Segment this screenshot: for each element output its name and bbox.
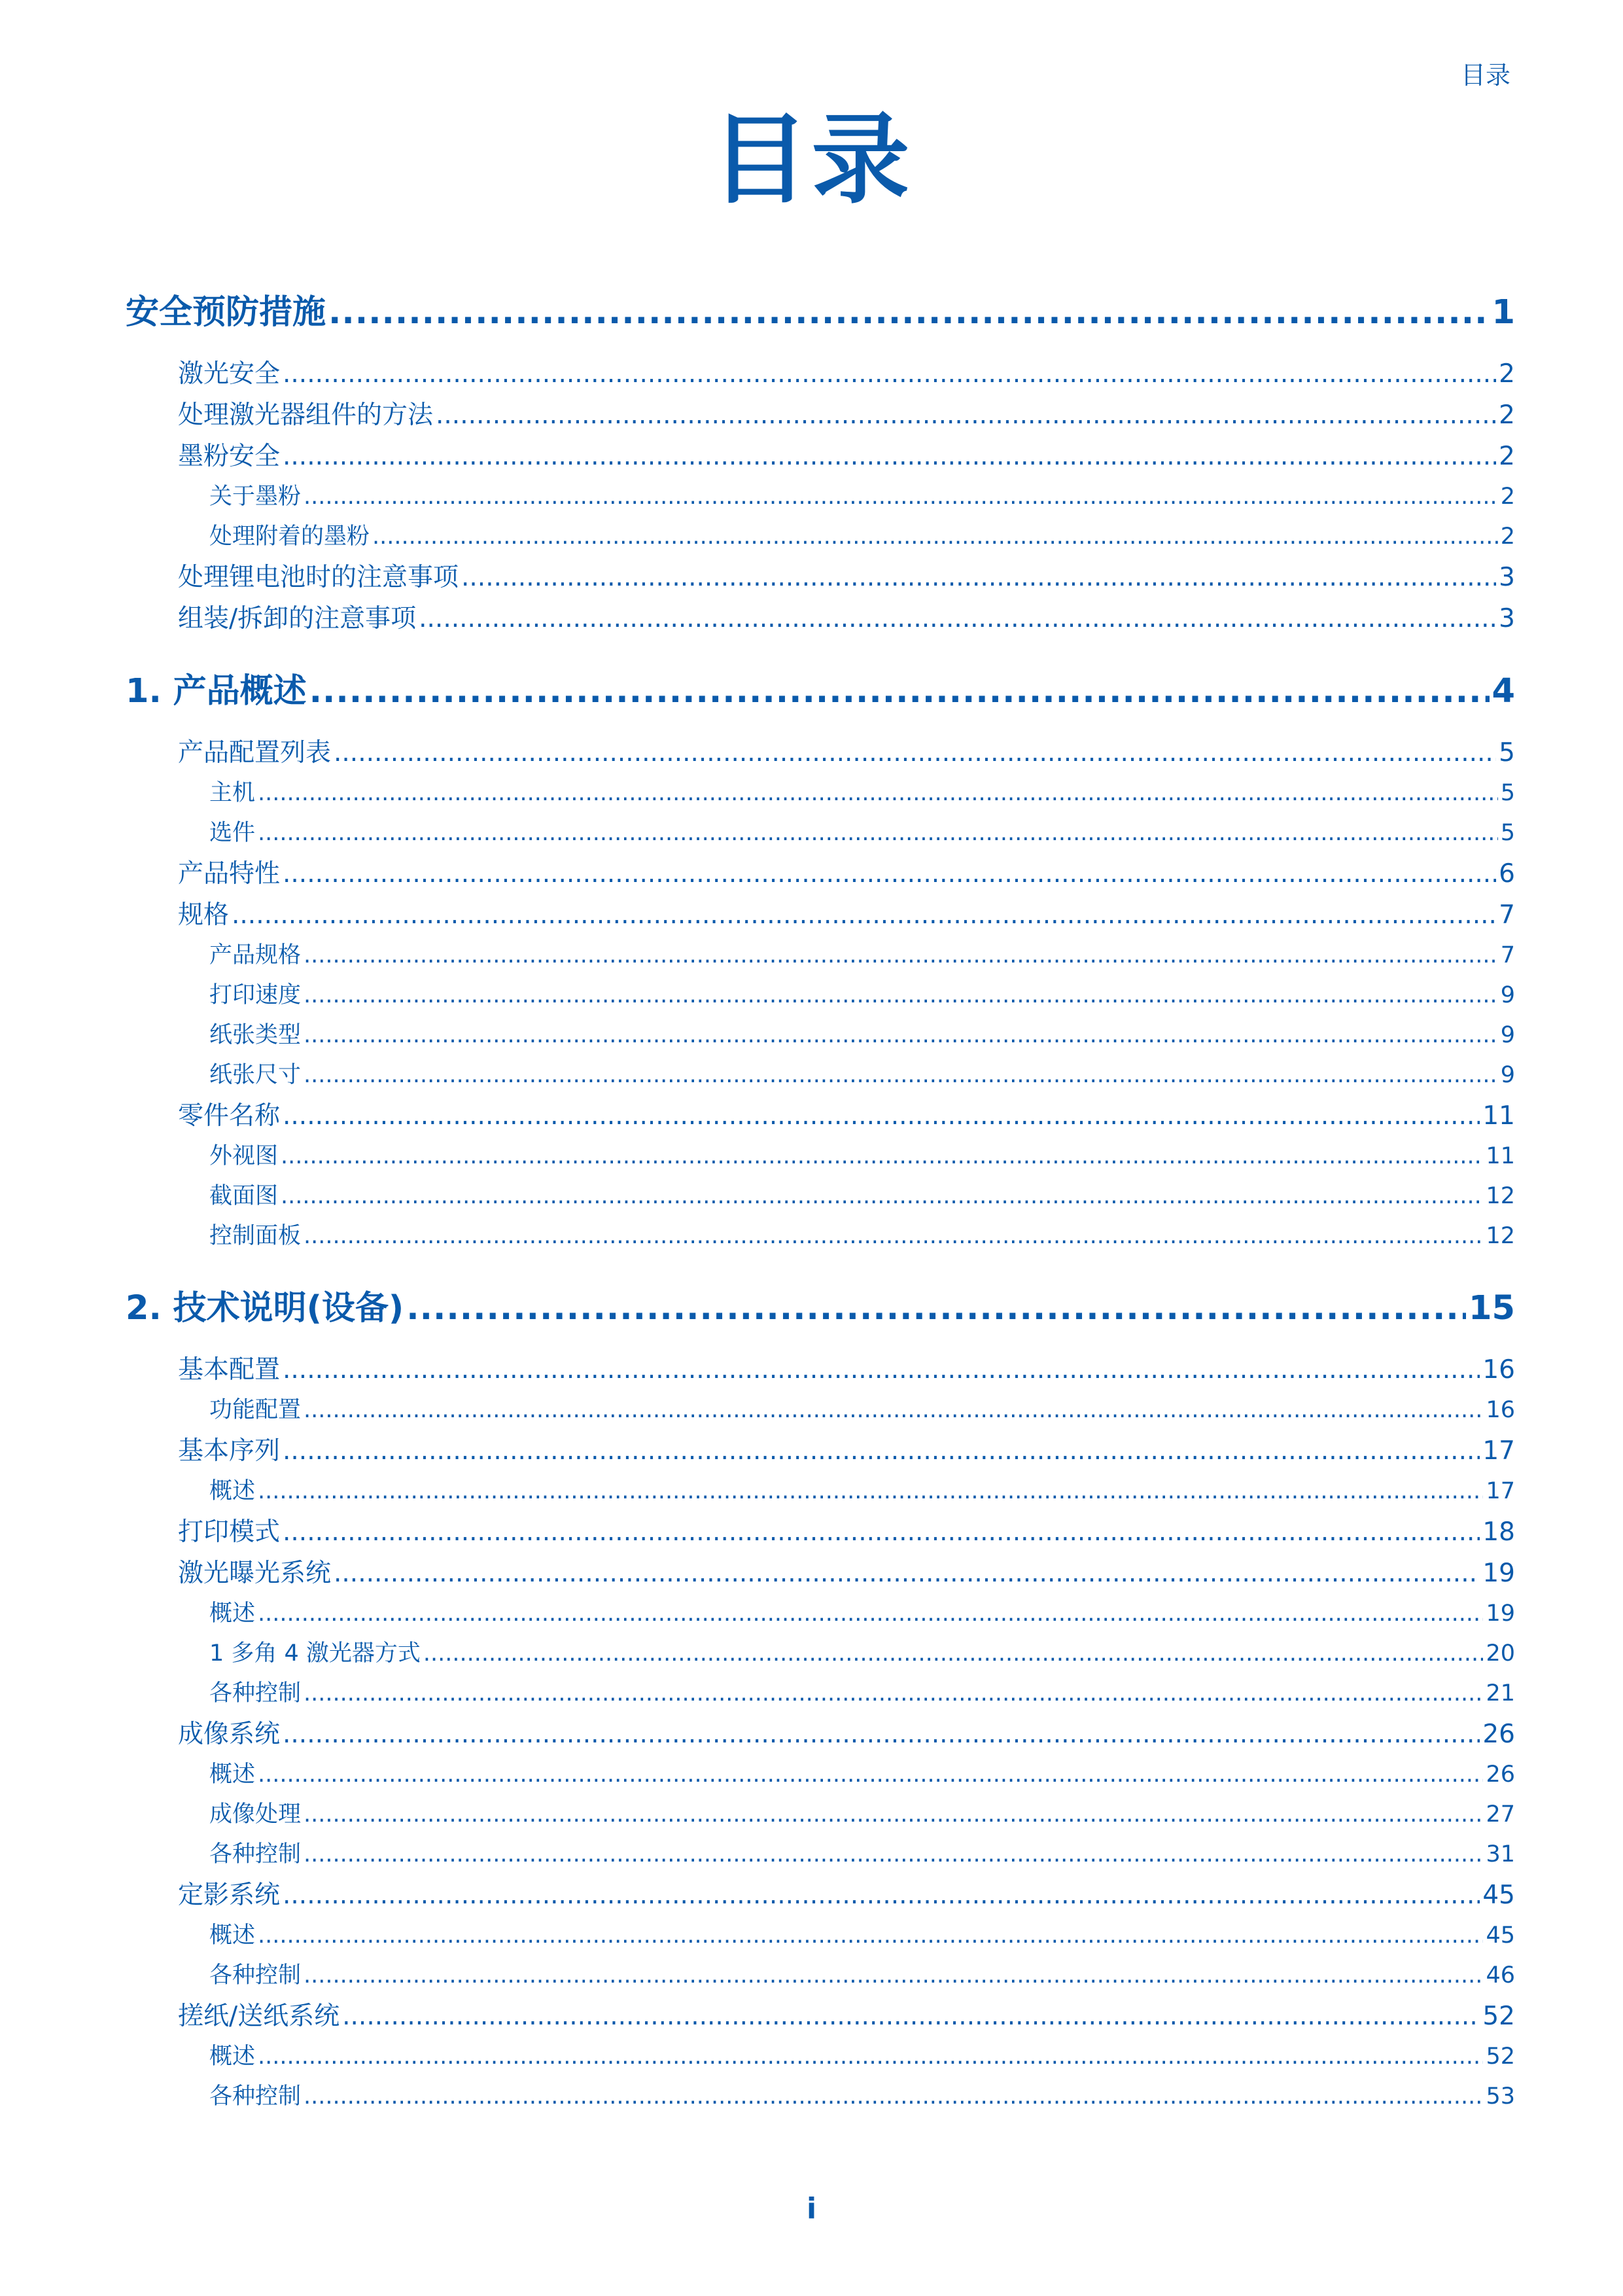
toc-entry-level-3[interactable] — [126, 1594, 1515, 1634]
toc-entry-page: 5 — [1500, 780, 1515, 806]
toc-entry-page: 2 — [1500, 523, 1515, 550]
toc-entry-level-2[interactable] — [126, 1095, 1515, 1137]
toc-entry-page: 11 — [1486, 1143, 1515, 1169]
toc-entry-page: 3 — [1499, 563, 1515, 592]
toc-entry-title: 各种控制 — [209, 1841, 302, 1867]
toc-entry-level-2[interactable] — [126, 1714, 1515, 1755]
toc-entry-level-3[interactable] — [126, 517, 1515, 557]
toc-entry-page: 5 — [1499, 738, 1515, 768]
toc-entry-level-3[interactable] — [126, 813, 1515, 853]
dot-leader — [283, 1875, 1480, 1916]
dot-leader — [461, 557, 1496, 598]
dot-leader — [258, 2037, 1483, 2077]
dot-leader — [304, 1216, 1483, 1256]
toc-entry-page: 4 — [1492, 672, 1515, 711]
toc-entry-level-3[interactable] — [126, 1176, 1515, 1216]
toc-entry-level-3[interactable] — [126, 936, 1515, 976]
toc-entry-page: 18 — [1482, 1517, 1515, 1547]
toc-entry-page: 12 — [1486, 1183, 1515, 1209]
toc-entry-title: 组装/拆卸的注意事项 — [178, 604, 417, 633]
toc-entry-level-3[interactable] — [126, 1472, 1515, 1511]
dot-leader — [258, 1755, 1483, 1795]
dot-leader — [342, 1996, 1480, 2037]
running-header: 目录 — [1460, 61, 1510, 90]
toc-entry-page: 45 — [1486, 1922, 1515, 1949]
dot-leader — [304, 1674, 1483, 1714]
dot-leader — [334, 732, 1496, 773]
toc-entry-level-2[interactable] — [126, 1349, 1515, 1390]
toc-entry-page: 3 — [1499, 604, 1515, 633]
toc-entry-level-2[interactable] — [126, 894, 1515, 936]
toc-entry-title: 概述 — [209, 1600, 256, 1627]
toc-entry-page: 12 — [1486, 1223, 1515, 1249]
toc-entry-level-3[interactable] — [126, 1634, 1515, 1674]
toc-entry-level-2[interactable] — [126, 436, 1515, 477]
toc-entry-level-2[interactable] — [126, 353, 1515, 395]
toc-entry-level-3[interactable] — [126, 1674, 1515, 1714]
toc-entry-level-3[interactable] — [126, 2077, 1515, 2117]
toc-entry-title: 纸张类型 — [209, 1022, 302, 1048]
toc-entry-title: 处理附着的墨粉 — [209, 523, 370, 550]
toc-entry-page: 26 — [1486, 1761, 1515, 1788]
toc-entry-page: 9 — [1500, 1022, 1515, 1048]
toc-entry-title: 成像处理 — [209, 1801, 302, 1828]
dot-leader — [304, 1795, 1483, 1835]
toc-entry-page: 9 — [1500, 1062, 1515, 1088]
toc-entry-title: 关于墨粉 — [209, 484, 302, 510]
page-number: i — [806, 2192, 817, 2225]
dot-leader — [436, 395, 1496, 436]
toc-entry-page: 7 — [1500, 942, 1515, 968]
toc-entry-level-3[interactable] — [126, 1216, 1515, 1256]
toc-entry-level-2[interactable] — [126, 1875, 1515, 1916]
dot-leader — [304, 1835, 1483, 1875]
toc-entry-title: 概述 — [209, 2043, 256, 2070]
dot-leader — [258, 1472, 1483, 1511]
dot-leader — [423, 1634, 1484, 1674]
toc-entry-level-2[interactable] — [126, 1511, 1515, 1553]
toc-entry-level-3[interactable] — [126, 1916, 1515, 1956]
toc-entry-title: 成像系统 — [178, 1720, 281, 1749]
toc-entry-page: 27 — [1486, 1801, 1515, 1828]
dot-leader — [258, 813, 1498, 853]
dot-leader — [283, 436, 1496, 477]
toc-entry-level-2[interactable] — [126, 1996, 1515, 2037]
toc-entry-title: 控制面板 — [209, 1223, 302, 1249]
dot-leader — [258, 1916, 1483, 1956]
toc-entry-title: 产品配置列表 — [178, 738, 332, 768]
dot-leader — [304, 1055, 1498, 1095]
toc-entry-level-3[interactable] — [126, 1137, 1515, 1176]
toc-entry-level-2[interactable] — [126, 557, 1515, 598]
dot-leader — [281, 1137, 1483, 1176]
page-title: 目录 — [710, 103, 913, 217]
toc-entry-page: 26 — [1482, 1720, 1515, 1749]
toc-entry-page: 53 — [1486, 2083, 1515, 2110]
toc-entry-page: 2 — [1499, 442, 1515, 471]
toc-entry-title: 激光曝光系统 — [178, 1559, 332, 1588]
toc-entry-page: 17 — [1486, 1478, 1515, 1504]
toc-entry-title: 产品特性 — [178, 859, 281, 889]
toc-entry-page: 16 — [1486, 1397, 1515, 1423]
dot-leader — [283, 1714, 1480, 1755]
dot-leader — [258, 773, 1498, 813]
table-of-contents — [126, 275, 1515, 2117]
toc-entry-title: 基本配置 — [178, 1355, 281, 1385]
toc-entry-page: 17 — [1482, 1436, 1515, 1466]
toc-entry-level-3[interactable] — [126, 773, 1515, 813]
toc-entry-page: 52 — [1482, 2002, 1515, 2031]
toc-entry-title: 1 多角 4 激光器方式 — [209, 1640, 421, 1667]
dot-leader — [281, 1176, 1483, 1216]
toc-entry-level-2[interactable] — [126, 598, 1515, 639]
dot-leader — [304, 1390, 1483, 1430]
toc-entry-page: 46 — [1486, 1962, 1515, 1988]
toc-entry-page: 9 — [1500, 982, 1515, 1008]
toc-entry-level-2[interactable] — [126, 853, 1515, 894]
dot-leader — [304, 1016, 1498, 1055]
toc-entry-level-3[interactable] — [126, 477, 1515, 517]
toc-entry-title: 产品规格 — [209, 942, 302, 968]
toc-entry-title: 定影系统 — [178, 1881, 281, 1910]
toc-entry-page: 31 — [1486, 1841, 1515, 1867]
toc-entry-level-3[interactable] — [126, 1055, 1515, 1095]
toc-entry-page: 2 — [1499, 359, 1515, 389]
toc-entry-page: 7 — [1499, 900, 1515, 930]
dot-leader — [304, 2077, 1483, 2117]
dot-leader — [304, 1956, 1483, 1996]
toc-entry-title: 搓纸/送纸系统 — [178, 2002, 340, 2031]
toc-entry-level-3[interactable] — [126, 1956, 1515, 1996]
toc-entry-title: 1. 产品概述 — [126, 672, 307, 711]
toc-entry-title: 概述 — [209, 1922, 256, 1949]
toc-entry-title: 各种控制 — [209, 1680, 302, 1706]
toc-entry-title: 基本序列 — [178, 1436, 281, 1466]
toc-entry-page: 21 — [1486, 1680, 1515, 1706]
toc-entry-page: 11 — [1482, 1101, 1515, 1131]
toc-entry-page: 5 — [1500, 820, 1515, 846]
toc-entry-level-3[interactable] — [126, 1016, 1515, 1055]
toc-entry-level-1[interactable] — [126, 654, 1515, 730]
toc-entry-page: 15 — [1469, 1289, 1515, 1328]
toc-entry-level-2[interactable] — [126, 732, 1515, 773]
toc-entry-title: 处理锂电池时的注意事项 — [178, 563, 459, 592]
toc-entry-title: 打印速度 — [209, 982, 302, 1008]
toc-entry-title: 各种控制 — [209, 1962, 302, 1988]
dot-leader — [406, 1271, 1466, 1347]
toc-entry-title: 安全预防措施 — [126, 293, 326, 332]
toc-entry-title: 各种控制 — [209, 2083, 302, 2110]
dot-leader — [283, 1430, 1480, 1472]
toc-entry-level-2[interactable] — [126, 1430, 1515, 1472]
toc-entry-level-1[interactable] — [126, 1271, 1515, 1347]
toc-entry-page: 1 — [1492, 293, 1515, 332]
toc-entry-title: 概述 — [209, 1478, 256, 1504]
toc-entry-page: 2 — [1499, 400, 1515, 430]
toc-entry-level-3[interactable] — [126, 1795, 1515, 1835]
dot-leader — [258, 1594, 1483, 1634]
toc-entry-title: 纸张尺寸 — [209, 1062, 302, 1088]
toc-entry-title: 处理激光器组件的方法 — [178, 400, 434, 430]
toc-entry-level-3[interactable] — [126, 2037, 1515, 2077]
toc-entry-page: 16 — [1482, 1355, 1515, 1385]
toc-entry-title: 外视图 — [209, 1143, 279, 1169]
dot-leader — [304, 936, 1498, 976]
toc-entry-level-1[interactable] — [126, 275, 1515, 351]
toc-entry-page: 20 — [1486, 1640, 1515, 1667]
toc-entry-page: 19 — [1486, 1600, 1515, 1627]
dot-leader — [372, 517, 1498, 557]
toc-entry-title: 2. 技术说明(设备) — [126, 1289, 404, 1328]
toc-entry-title: 墨粉安全 — [178, 442, 281, 471]
dot-leader — [309, 654, 1490, 730]
toc-entry-page: 19 — [1482, 1559, 1515, 1588]
toc-entry-page: 6 — [1499, 859, 1515, 889]
dot-leader — [283, 853, 1496, 894]
dot-leader — [232, 894, 1496, 936]
dot-leader — [328, 275, 1489, 351]
toc-entry-level-3[interactable] — [126, 1755, 1515, 1795]
toc-entry-page: 45 — [1482, 1881, 1515, 1910]
dot-leader — [283, 1511, 1480, 1553]
toc-entry-level-3[interactable] — [126, 1835, 1515, 1875]
dot-leader — [334, 1553, 1480, 1594]
dot-leader — [283, 1095, 1480, 1137]
toc-entry-title: 功能配置 — [209, 1397, 302, 1423]
dot-leader — [419, 598, 1496, 639]
toc-entry-level-3[interactable] — [126, 1390, 1515, 1430]
dot-leader — [283, 353, 1496, 395]
toc-entry-level-2[interactable] — [126, 395, 1515, 436]
toc-entry-page: 52 — [1486, 2043, 1515, 2070]
toc-entry-page: 2 — [1500, 484, 1515, 510]
toc-entry-title: 激光安全 — [178, 359, 281, 389]
toc-entry-title: 规格 — [178, 900, 230, 930]
dot-leader — [304, 976, 1498, 1016]
toc-entry-title: 零件名称 — [178, 1101, 281, 1131]
dot-leader — [283, 1349, 1480, 1390]
dot-leader — [304, 477, 1498, 517]
toc-entry-title: 选件 — [209, 820, 256, 846]
toc-entry-level-2[interactable] — [126, 1553, 1515, 1594]
toc-entry-title: 打印模式 — [178, 1517, 281, 1547]
toc-entry-title: 主机 — [209, 780, 256, 806]
toc-entry-title: 概述 — [209, 1761, 256, 1788]
toc-entry-level-3[interactable] — [126, 976, 1515, 1016]
toc-entry-title: 截面图 — [209, 1183, 279, 1209]
